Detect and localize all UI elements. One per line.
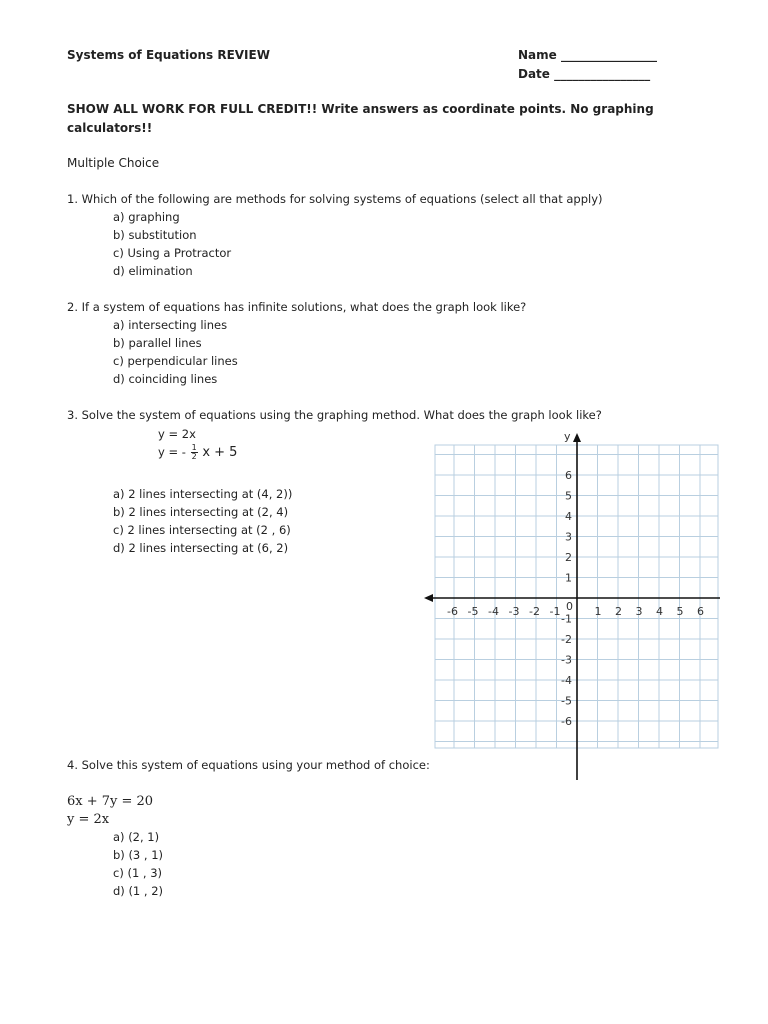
x-tick-label: -6 [447,605,458,618]
origin-label: 0 [566,600,573,613]
date-field-label: Date ________________ [518,67,651,81]
x-tick-label: 4 [656,605,663,618]
y-tick-label: 4 [565,510,572,523]
name-field-label: Name ________________ [518,48,657,62]
question-1-option-c: c) Using a Protractor [113,246,232,260]
question-2-option-a: a) intersecting lines [113,318,228,332]
question-1-option-d: d) elimination [113,264,193,278]
question-3-text: 3. Solve the system of equations using the graphing method. What does the graph look like? [67,408,602,422]
y-tick-label: -2 [561,633,572,646]
y-tick-label: 5 [565,489,572,503]
question-1-option-b: b) substitution [113,228,197,242]
question-4-option-a: a) (2, 1) [113,830,160,844]
x-tick-label: 2 [615,605,622,618]
y-tick-label: -6 [561,715,572,728]
y-tick-label: 1 [565,571,572,585]
question-1-option-a: a) graphing [113,210,180,224]
equation-2-prefix: y = - [158,445,186,459]
y-tick-label: 3 [565,530,572,544]
y-axis-arrow [573,433,581,442]
question-3-option-a: a) 2 lines intersecting at (4, 2)) [113,487,293,501]
x-tick-label: -2 [529,605,540,618]
x-tick-label: 3 [635,605,643,618]
y-tick-label: 6 [565,469,572,482]
question-4-option-d: d) (1 , 2) [113,884,164,898]
question-3-option-c: c) 2 lines intersecting at (2 , 6) [113,523,291,537]
question-2-option-b: b) parallel lines [113,336,202,350]
question-4-equation-1: 6x + 7y = 20 [67,794,154,809]
x-tick-label: 6 [697,605,704,618]
question-2-option-d: d) coinciding lines [113,372,218,386]
instructions-line-1: SHOW ALL WORK FOR FULL CREDIT!! Write answers as coordinate points. No graphing [67,102,654,116]
y-tick-label: -4 [561,674,572,687]
x-tick-label: -4 [488,605,499,618]
y-tick-label: -5 [561,694,572,708]
instructions-line-2: calculators!! [67,121,153,135]
question-2-option-c: c) perpendicular lines [113,354,238,368]
y-axis-label: y [564,430,571,443]
question-4-text: 4. Solve this system of equations using your method of choice: [67,758,430,772]
worksheet-title: Systems of Equations REVIEW [67,48,270,62]
x-tick-label: -3 [508,605,520,618]
question-2-text: 2. If a system of equations has infinite solutions, what does the graph look like? [67,300,527,314]
section-title: Multiple Choice [67,156,160,170]
y-tick-label: -1 [561,612,572,626]
question-1-text: 1. Which of the following are methods for solving systems of equations (select all that apply) [67,192,603,206]
x-axis-arrow [424,594,433,602]
question-4-option-b: b) (3 , 1) [113,848,164,862]
y-tick-label: 2 [565,551,572,564]
y-tick-label: -3 [561,653,572,667]
question-3-option-b: b) 2 lines intersecting at (2, 4) [113,505,289,519]
question-4-equation-2: y = 2x [67,812,110,827]
x-tick-label: 1 [594,605,602,618]
x-tick-label: -5 [467,605,479,618]
fraction-denominator: 2 [191,452,197,461]
equation-2-suffix: x + 5 [202,445,238,460]
question-3-option-d: d) 2 lines intersecting at (6, 2) [113,541,289,555]
question-4-option-c: c) (1 , 3) [113,866,163,880]
question-3-equation-1: y = 2x [158,427,196,441]
x-tick-label: -1 [549,605,561,618]
fraction-numerator: 1 [191,443,197,452]
x-tick-label: 5 [676,605,684,618]
